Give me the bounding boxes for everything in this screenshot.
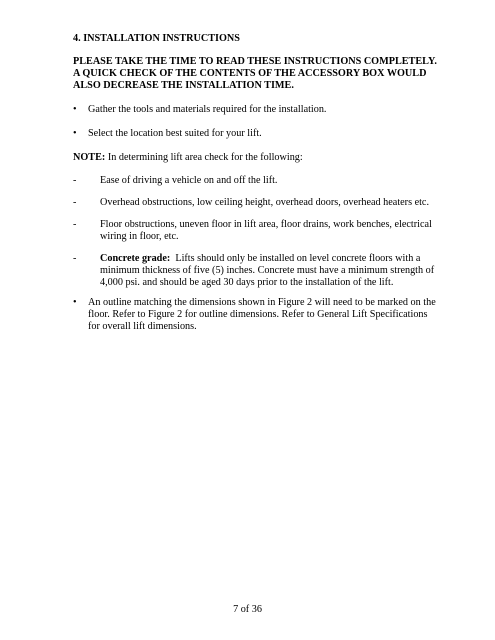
check-text: Floor obstructions, uneven floor in lift area, floor drains, work benches, electrical: [100, 219, 432, 230]
warning-text: [73, 56, 443, 92]
concrete-label: Concrete grade:: [100, 253, 171, 264]
dash-marker: -: [73, 253, 77, 264]
note-label: NOTE:: [73, 152, 106, 163]
bullet-text: floor. Refer to Figure 2 for outline dimensions. Refer to General Lift Specifications: [88, 309, 428, 320]
note-paragraph: [73, 152, 303, 164]
section-heading: 4. INSTALLATION INSTRUCTIONS: [73, 33, 240, 44]
check-text: Lifts should only be installed on level concrete floors with a: [170, 253, 421, 264]
dash-marker: -: [73, 219, 77, 230]
check-text: wiring in floor, etc.: [100, 231, 179, 242]
check-text: minimum thickness of five (5) inches. Concrete must have a minimum strength of: [100, 265, 435, 276]
warning-line: PLEASE TAKE THE TIME TO READ THESE INSTRUCTIONS COMPLETELY.: [73, 56, 437, 67]
bullet-text: An outline matching the dimensions shown in Figure 2 will need to be marked on the: [88, 297, 436, 308]
bullet-icon: •: [73, 104, 77, 115]
check-text: Ease of driving a vehicle on and off the lift.: [100, 175, 278, 186]
warning-line: ALSO DECREASE THE INSTALLATION TIME.: [73, 80, 294, 91]
note-text: In determining lift area check for the following:: [105, 152, 303, 163]
bullet-text: Select the location best suited for your lift.: [88, 128, 262, 139]
dash-marker: -: [73, 175, 77, 186]
bullet-text: Gather the tools and materials required for the installation.: [88, 104, 327, 115]
dash-marker: -: [73, 197, 77, 208]
bullet-icon: •: [73, 128, 77, 139]
check-text: Overhead obstructions, low ceiling height, overhead doors, overhead heaters etc.: [100, 197, 429, 208]
check-text: 4,000 psi. and should be aged 30 days prior to the installation of the lift.: [100, 277, 394, 288]
bullet-text: for overall lift dimensions.: [88, 321, 197, 332]
bullet-icon: •: [73, 297, 77, 308]
warning-line: A QUICK CHECK OF THE CONTENTS OF THE ACCESSORY BOX WOULD: [73, 68, 427, 79]
page-number: 7 of 36: [233, 604, 262, 615]
